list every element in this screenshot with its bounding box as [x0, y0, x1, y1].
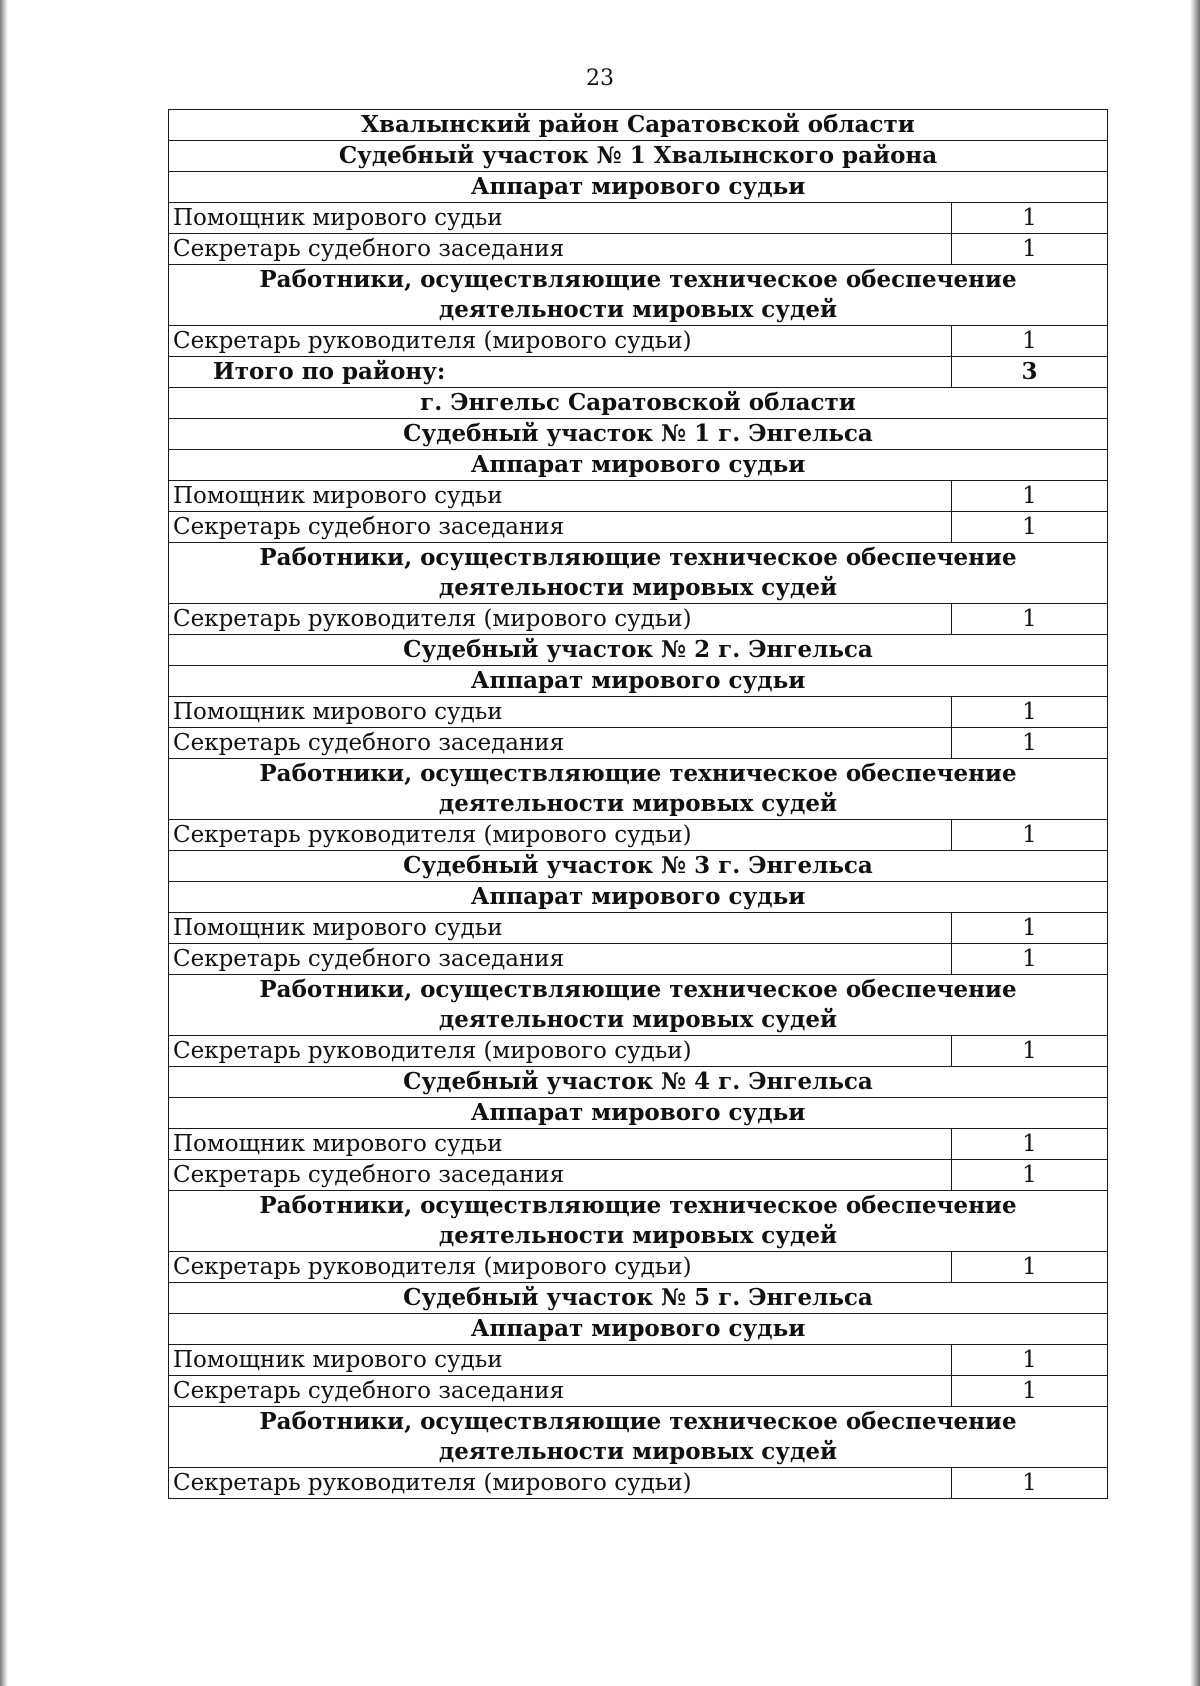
position-label: Секретарь судебного заседания: [169, 944, 952, 975]
position-label: Помощник мирового судьи: [169, 203, 952, 234]
scan-border-left: [0, 0, 8, 1686]
position-count: 1: [952, 1468, 1108, 1499]
table-row: [169, 604, 1108, 635]
section-header-row: [169, 110, 1108, 141]
position-count: 1: [952, 512, 1108, 543]
section-header: Аппарат мирового судьи: [169, 1098, 1108, 1129]
position-count: 1: [952, 1376, 1108, 1407]
total-row: [169, 357, 1108, 388]
position-label: Секретарь судебного заседания: [169, 728, 952, 759]
section-header-row: [169, 172, 1108, 203]
section-header-row: [169, 419, 1108, 450]
section-header: Работники, осуществляющие техническое обеспечение деятельности мировых судей: [169, 1407, 1108, 1468]
position-label: Секретарь судебного заседания: [169, 234, 952, 265]
section-header: Работники, осуществляющие техническое обеспечение деятельности мировых судей: [169, 543, 1108, 604]
table-row: [169, 1036, 1108, 1067]
table-row: [169, 697, 1108, 728]
section-header-row: [169, 265, 1108, 326]
position-count: 1: [952, 1252, 1108, 1283]
section-header: Судебный участок № 2 г. Энгельса: [169, 635, 1108, 666]
section-header-row: [169, 1314, 1108, 1345]
table-row: [169, 1468, 1108, 1499]
section-header: Судебный участок № 1 Хвалынского района: [169, 141, 1108, 172]
table-row: [169, 944, 1108, 975]
section-header: Работники, осуществляющие техническое обеспечение деятельности мировых судей: [169, 265, 1108, 326]
section-header-row: [169, 759, 1108, 820]
section-header: Аппарат мирового судьи: [169, 666, 1108, 697]
position-count: 1: [952, 1129, 1108, 1160]
table-row: [169, 481, 1108, 512]
position-count: 1: [952, 604, 1108, 635]
section-header: Судебный участок № 5 г. Энгельса: [169, 1283, 1108, 1314]
section-header-row: [169, 1098, 1108, 1129]
section-header-row: [169, 1191, 1108, 1252]
section-header: Аппарат мирового судьи: [169, 172, 1108, 203]
section-header-row: [169, 975, 1108, 1036]
position-label: Секретарь руководителя (мирового судьи): [169, 820, 952, 851]
table-row: [169, 512, 1108, 543]
position-label: Секретарь судебного заседания: [169, 1160, 952, 1191]
table-row: [169, 1376, 1108, 1407]
section-header: Работники, осуществляющие техническое обеспечение деятельности мировых судей: [169, 975, 1108, 1036]
section-header-row: [169, 388, 1108, 419]
position-count: 1: [952, 913, 1108, 944]
section-header: Работники, осуществляющие техническое обеспечение деятельности мировых судей: [169, 1191, 1108, 1252]
position-count: 1: [952, 1345, 1108, 1376]
section-header-row: [169, 1067, 1108, 1098]
table-row: [169, 1252, 1108, 1283]
position-label: Секретарь руководителя (мирового судьи): [169, 1252, 952, 1283]
total-label: Итого по району:: [169, 357, 952, 388]
position-label: Секретарь руководителя (мирового судьи): [169, 1468, 952, 1499]
position-count: 1: [952, 944, 1108, 975]
scan-border-right: [1190, 0, 1200, 1686]
position-label: Помощник мирового судьи: [169, 481, 952, 512]
position-label: Секретарь судебного заседания: [169, 512, 952, 543]
table-row: [169, 234, 1108, 265]
position-label: Секретарь руководителя (мирового судьи): [169, 1036, 952, 1067]
position-count: 1: [952, 234, 1108, 265]
position-count: 1: [952, 1160, 1108, 1191]
table-row: [169, 1345, 1108, 1376]
staffing-table: [168, 109, 1108, 1499]
table-row: [169, 1160, 1108, 1191]
position-label: Помощник мирового судьи: [169, 697, 952, 728]
position-count: 1: [952, 728, 1108, 759]
section-header-row: [169, 851, 1108, 882]
section-header-row: [169, 666, 1108, 697]
table-row: [169, 326, 1108, 357]
staffing-table-body: [169, 110, 1108, 1499]
section-header-row: [169, 635, 1108, 666]
section-header: Аппарат мирового судьи: [169, 1314, 1108, 1345]
section-header: Аппарат мирового судьи: [169, 882, 1108, 913]
position-label: Секретарь руководителя (мирового судьи): [169, 604, 952, 635]
section-header-row: [169, 1283, 1108, 1314]
position-count: 1: [952, 820, 1108, 851]
total-value: 3: [952, 357, 1108, 388]
section-header-row: [169, 450, 1108, 481]
position-label: Помощник мирового судьи: [169, 1129, 952, 1160]
section-header: Судебный участок № 3 г. Энгельса: [169, 851, 1108, 882]
position-count: 1: [952, 481, 1108, 512]
table-row: [169, 1129, 1108, 1160]
section-header: Работники, осуществляющие техническое обеспечение деятельности мировых судей: [169, 759, 1108, 820]
section-header-row: [169, 543, 1108, 604]
position-label: Помощник мирового судьи: [169, 1345, 952, 1376]
section-header: Судебный участок № 1 г. Энгельса: [169, 419, 1108, 450]
table-row: [169, 913, 1108, 944]
table-row: [169, 820, 1108, 851]
table-row: [169, 728, 1108, 759]
position-label: Секретарь судебного заседания: [169, 1376, 952, 1407]
section-header: Хвалынский район Саратовской области: [169, 110, 1108, 141]
section-header: Аппарат мирового судьи: [169, 450, 1108, 481]
section-header: Судебный участок № 4 г. Энгельса: [169, 1067, 1108, 1098]
section-header-row: [169, 882, 1108, 913]
page-number: 23: [586, 66, 614, 91]
table-row: [169, 203, 1108, 234]
position-count: 1: [952, 1036, 1108, 1067]
position-count: 1: [952, 203, 1108, 234]
section-header-row: [169, 1407, 1108, 1468]
section-header-row: [169, 141, 1108, 172]
position-label: Секретарь руководителя (мирового судьи): [169, 326, 952, 357]
position-count: 1: [952, 326, 1108, 357]
position-label: Помощник мирового судьи: [169, 913, 952, 944]
position-count: 1: [952, 697, 1108, 728]
section-header: г. Энгельс Саратовской области: [169, 388, 1108, 419]
